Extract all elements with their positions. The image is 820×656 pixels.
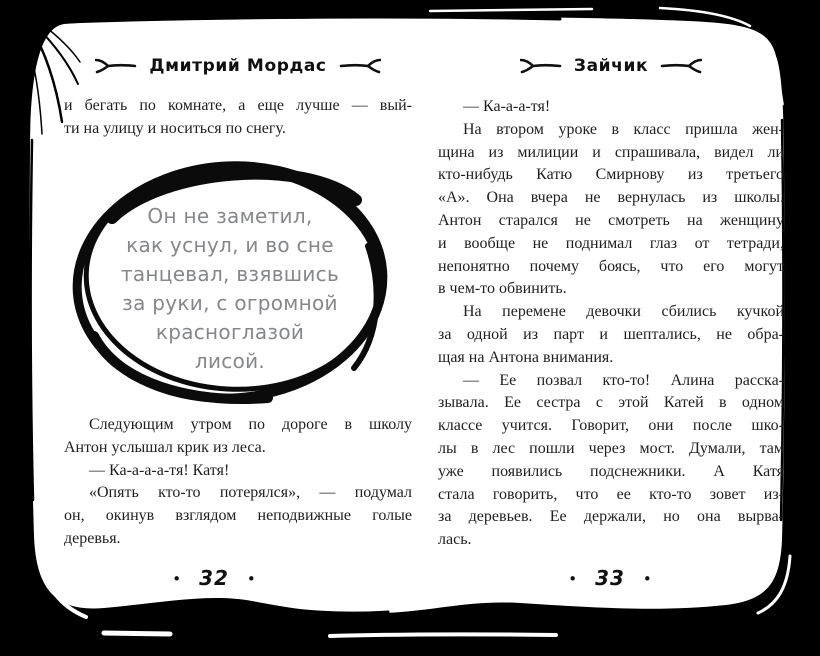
running-header-title xyxy=(438,56,784,76)
note-line: Он не заметил, xyxy=(147,204,313,228)
text-line: в чем-то обвинить. xyxy=(438,280,567,298)
paragraph xyxy=(438,96,784,119)
right-page xyxy=(438,56,784,76)
text-line: за одной из парт и шептались, не обра- xyxy=(438,325,784,343)
text-line: щина из милиции и спрашивала, видел ли xyxy=(438,143,784,161)
header-arrow-left-icon xyxy=(95,58,137,74)
text-line: за деревьев. Ее держали, но она вырва- xyxy=(438,508,784,526)
paragraph xyxy=(64,460,412,483)
text-line: — Ка-а-а-тя! xyxy=(463,98,551,115)
text-line: «Опять кто-то потерялся», — подумал xyxy=(89,484,412,502)
text-line: На перемене девочки сбились кучкой xyxy=(463,303,784,321)
text-line: «А». Она вчера не вернулась из школы. xyxy=(438,189,784,207)
text-line: Антон старался не смотреть на женщину xyxy=(438,211,784,229)
left-page-text-top xyxy=(64,95,412,141)
text-line: ти на улицу и носиться по снегу. xyxy=(64,119,286,137)
paragraph xyxy=(64,95,412,141)
author-name: Дмитрий Мордас xyxy=(149,56,327,76)
page-number-left xyxy=(64,566,364,590)
note-line: красноглазой xyxy=(155,320,305,344)
paragraph xyxy=(438,370,784,552)
text-line: и бегать по комнате, а еще лучше — вый- xyxy=(64,97,412,114)
page-number-right xyxy=(460,566,760,590)
text-line: он, окинув взглядом неподвижные голые xyxy=(64,507,412,525)
text-line: лы в лес пошли через мост. Думали, там xyxy=(438,439,784,457)
note-line: за руки, с огромной xyxy=(122,291,338,315)
text-line: зывала. Ее сестра с этой Катей в одном xyxy=(438,394,784,412)
header-arrow-left-icon xyxy=(520,58,562,74)
text-line: стала говорить, что ее кто-то зовет из- xyxy=(438,485,784,503)
page-number-dot-icon: • xyxy=(172,569,182,588)
story-title: Зайчик xyxy=(573,56,649,76)
page-number-dot-icon: • xyxy=(246,569,256,588)
paragraph xyxy=(64,482,412,550)
page-number-dot-icon: • xyxy=(568,569,578,588)
text-line: Следующим утром по дороге в школу xyxy=(89,416,412,433)
page-number-dot-icon: • xyxy=(642,569,652,588)
text-line: классе учится. Говорит, они после шко- xyxy=(438,417,784,435)
header-arrow-right-icon xyxy=(339,58,381,74)
text-line: деревья. xyxy=(64,529,121,547)
note-line: как уснул, и во сне xyxy=(126,233,334,257)
text-line: непонятно почему боясь, что его могут xyxy=(438,257,784,275)
page-number-value: 32 xyxy=(199,566,229,590)
paragraph xyxy=(438,301,784,369)
text-line: и вообще не поднимал глаз от тетради, xyxy=(438,234,784,252)
text-line: щая на Антона внимания. xyxy=(438,348,614,366)
text-line: кто-нибудь Катю Смирнову из третьего xyxy=(438,166,784,184)
note-line: лисой. xyxy=(194,349,266,373)
text-line: — Ка-а-а-а-тя! Катя! xyxy=(89,461,230,479)
circle-note-text xyxy=(96,202,364,376)
text-line: лась. xyxy=(438,531,472,549)
text-line: — Ее позвал кто-то! Алина расска- xyxy=(463,371,784,389)
page-number-value: 33 xyxy=(595,566,625,590)
left-page xyxy=(64,56,412,76)
left-page-text-bottom xyxy=(64,414,412,551)
hand-drawn-circle-note xyxy=(68,156,392,408)
header-arrow-right-icon xyxy=(660,58,702,74)
note-line: танцевал, взявшись xyxy=(120,262,340,286)
text-line: Антон услышал крик из леса. xyxy=(64,438,266,456)
right-page-text xyxy=(438,96,784,552)
paragraph xyxy=(438,119,784,301)
text-line: На втором уроке в класс пришла жен- xyxy=(463,120,784,138)
running-header-author xyxy=(64,56,412,76)
paragraph xyxy=(64,414,412,460)
text-line: уже появились подснежники. А Катя xyxy=(438,462,784,480)
